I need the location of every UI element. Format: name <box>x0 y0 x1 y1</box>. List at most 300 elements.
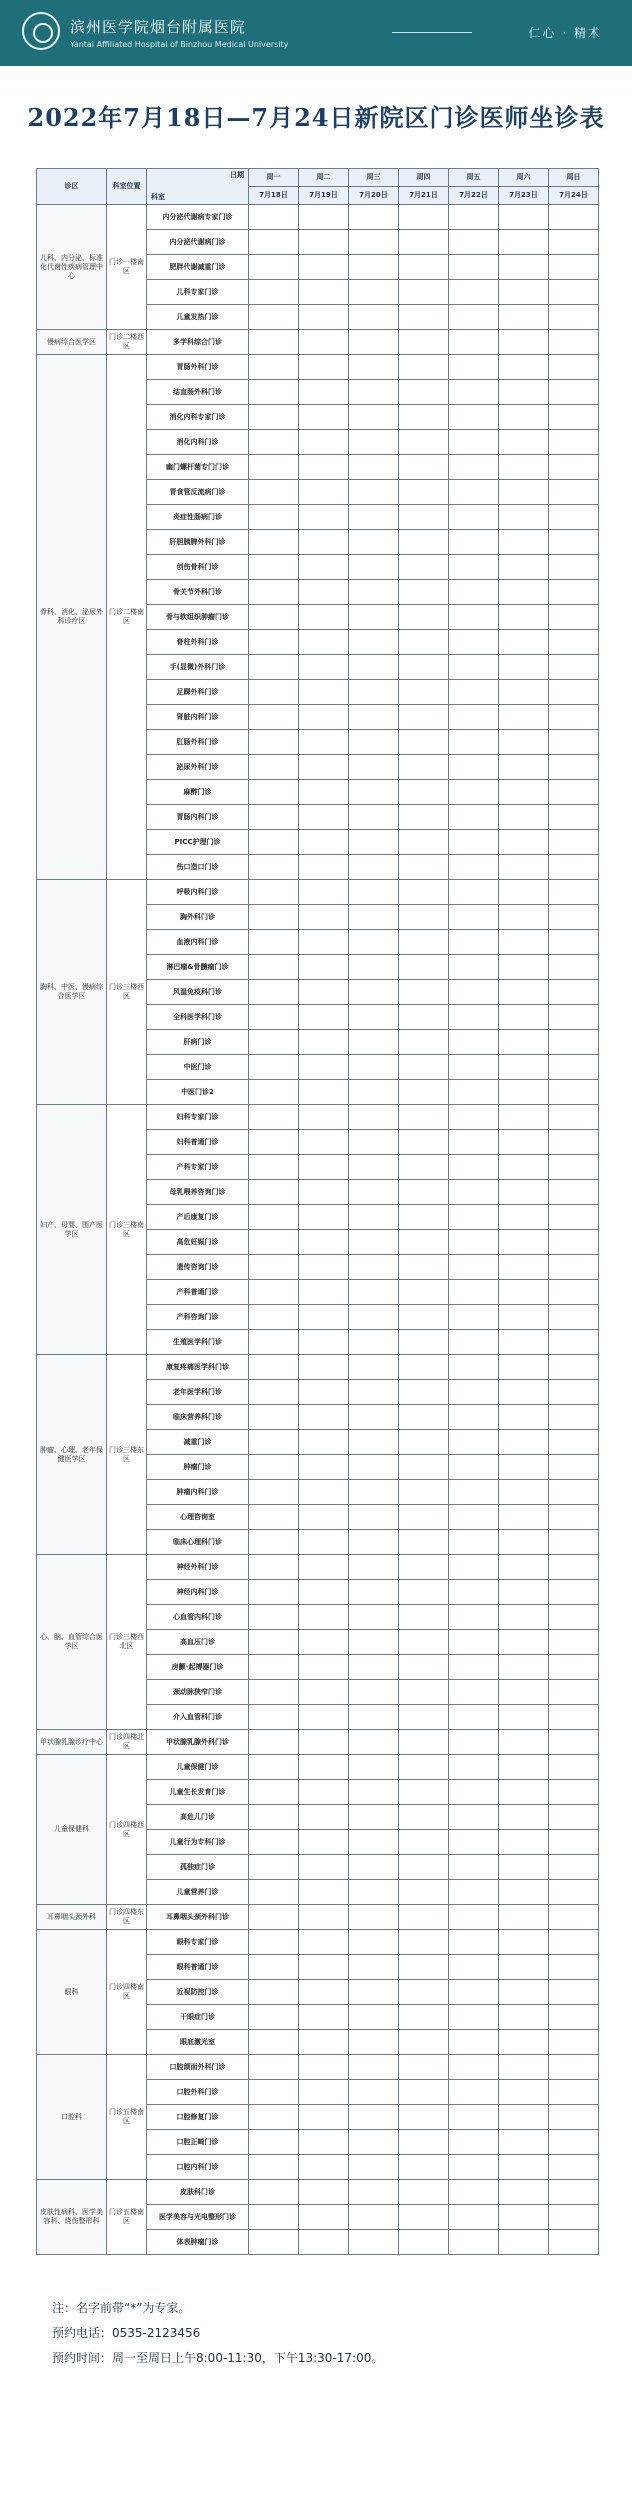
doctor-cell <box>499 605 549 630</box>
clinic-name-cell: 消化内科门诊 <box>147 430 249 455</box>
doctor-cell <box>399 1030 449 1055</box>
doctor-cell <box>299 1580 349 1605</box>
doctor-cell <box>449 780 499 805</box>
doctor-cell <box>499 705 549 730</box>
clinic-name-cell: 肝胆胰脾外科门诊 <box>147 530 249 555</box>
clinic-name-cell: 眼底激光室 <box>147 2030 249 2055</box>
doctor-cell <box>249 1530 299 1555</box>
doctor-cell <box>549 1605 599 1630</box>
clinic-name-cell: 神经内科门诊 <box>147 1580 249 1605</box>
doctor-cell <box>449 930 499 955</box>
clinic-name-cell: 内分泌代谢病门诊 <box>147 230 249 255</box>
doctor-cell <box>349 1580 399 1605</box>
doctor-cell <box>249 1305 299 1330</box>
doctor-cell <box>349 1155 399 1180</box>
clinic-name-cell: 产科咨询门诊 <box>147 1305 249 1330</box>
doctor-cell <box>549 805 599 830</box>
doctor-cell <box>549 455 599 480</box>
date-header: 7月21日 <box>399 187 449 205</box>
doctor-cell <box>549 1205 599 1230</box>
doctor-cell <box>499 1430 549 1455</box>
doctor-cell <box>549 280 599 305</box>
doctor-cell <box>249 205 299 230</box>
department-cell: 儿童保健科 <box>37 1755 107 1905</box>
doctor-cell <box>249 1855 299 1880</box>
clinic-name-cell: 脊柱外科门诊 <box>147 630 249 655</box>
clinic-name-cell: 母乳喂养咨询门诊 <box>147 1180 249 1205</box>
department-cell: 口腔科 <box>37 2055 107 2180</box>
department-cell: 慢病综合医学区 <box>37 330 107 355</box>
weekday-header: 周三 <box>349 169 399 187</box>
doctor-cell <box>549 1730 599 1755</box>
doctor-cell <box>449 305 499 330</box>
clinic-name-cell: 肾脏内科门诊 <box>147 705 249 730</box>
doctor-cell <box>299 1755 349 1780</box>
doctor-cell <box>399 430 449 455</box>
doctor-cell <box>249 1030 299 1055</box>
doctor-cell <box>399 530 449 555</box>
doctor-cell <box>449 330 499 355</box>
doctor-cell <box>249 1930 299 1955</box>
doctor-cell <box>299 680 349 705</box>
doctor-cell <box>549 605 599 630</box>
doctor-cell <box>299 855 349 880</box>
doctor-cell <box>299 305 349 330</box>
doctor-cell <box>399 1680 449 1705</box>
note-hours: 预约时间：周一至周日上午8:00-11:30，下午13:30-17:00。 <box>52 2351 384 2365</box>
doctor-cell <box>249 1430 299 1455</box>
footer-notes <box>52 2296 383 2371</box>
doctor-cell <box>449 1380 499 1405</box>
doctor-cell <box>249 1255 299 1280</box>
doctor-cell <box>399 1755 449 1780</box>
doctor-cell <box>399 1580 449 1605</box>
doctor-cell <box>249 1905 299 1930</box>
doctor-cell <box>299 430 349 455</box>
doctor-cell <box>299 380 349 405</box>
doctor-cell <box>549 1355 599 1380</box>
doctor-cell <box>499 1580 549 1605</box>
weekday-header: 周二 <box>299 169 349 187</box>
doctor-cell <box>399 1205 449 1230</box>
doctor-cell <box>249 1455 299 1480</box>
clinic-name-cell: 眼科普通门诊 <box>147 1955 249 1980</box>
doctor-cell <box>449 1080 499 1105</box>
doctor-cell <box>449 2155 499 2180</box>
doctor-cell <box>449 2030 499 2055</box>
doctor-cell <box>499 355 549 380</box>
doctor-cell <box>499 855 549 880</box>
clinic-name-cell: 风湿免疫科门诊 <box>147 980 249 1005</box>
doctor-cell <box>449 855 499 880</box>
doctor-cell <box>299 1105 349 1130</box>
doctor-cell <box>249 755 299 780</box>
clinic-name-cell: 近视防控门诊 <box>147 1980 249 2005</box>
doctor-cell <box>549 305 599 330</box>
doctor-cell <box>299 905 349 930</box>
doctor-cell <box>549 2230 599 2255</box>
doctor-cell <box>449 530 499 555</box>
doctor-cell <box>249 1155 299 1180</box>
doctor-cell <box>549 1430 599 1455</box>
room-cell: 门诊五楼南区 <box>107 2180 147 2255</box>
doctor-cell <box>349 980 399 1005</box>
doctor-cell <box>349 905 399 930</box>
doctor-cell <box>299 1555 349 1580</box>
doctor-cell <box>399 1355 449 1380</box>
doctor-cell <box>249 1980 299 2005</box>
doctor-cell <box>349 1430 399 1455</box>
doctor-cell <box>299 930 349 955</box>
doctor-cell <box>299 2030 349 2055</box>
doctor-cell <box>499 680 549 705</box>
doctor-cell <box>249 380 299 405</box>
doctor-cell <box>399 2080 449 2105</box>
clinic-name-cell: 医学美容与光电整形门诊 <box>147 2205 249 2230</box>
doctor-cell <box>349 680 399 705</box>
doctor-cell <box>399 1905 449 1930</box>
page-title: 2022年7月18日—7月24日新院区门诊医师坐诊表 <box>27 103 605 132</box>
doctor-cell <box>549 1230 599 1255</box>
clinic-name-cell: 高危儿门诊 <box>147 1805 249 1830</box>
doctor-cell <box>399 1955 449 1980</box>
doctor-cell <box>549 405 599 430</box>
clinic-name-cell: 儿童行为专科门诊 <box>147 1830 249 1855</box>
doctor-cell <box>249 2230 299 2255</box>
doctor-cell <box>249 955 299 980</box>
doctor-cell <box>299 1405 349 1430</box>
doctor-cell <box>499 1705 549 1730</box>
doctor-cell <box>549 1480 599 1505</box>
doctor-cell <box>399 230 449 255</box>
doctor-cell <box>449 1255 499 1280</box>
doctor-cell <box>449 1530 499 1555</box>
doctor-cell <box>299 1155 349 1180</box>
clinic-name-cell: 高危妊娠门诊 <box>147 1230 249 1255</box>
doctor-cell <box>249 455 299 480</box>
doctor-cell <box>399 305 449 330</box>
doctor-cell <box>449 680 499 705</box>
doctor-cell <box>299 1380 349 1405</box>
doctor-cell <box>399 805 449 830</box>
schedule-row <box>37 2055 599 2080</box>
doctor-cell <box>299 1605 349 1630</box>
doctor-cell <box>249 2205 299 2230</box>
clinic-name-cell: 肛肠外科门诊 <box>147 730 249 755</box>
doctor-cell <box>499 2030 549 2055</box>
doctor-cell <box>499 2080 549 2105</box>
doctor-cell <box>299 955 349 980</box>
doctor-cell <box>349 855 399 880</box>
doctor-cell <box>549 1680 599 1705</box>
doctor-cell <box>499 1555 549 1580</box>
doctor-cell <box>499 2105 549 2130</box>
doctor-cell <box>349 1255 399 1280</box>
doctor-cell <box>499 2005 549 2030</box>
doctor-cell <box>349 2030 399 2055</box>
doctor-cell <box>499 1205 549 1230</box>
schedule-row <box>37 1930 599 1955</box>
doctor-cell <box>349 880 399 905</box>
doctor-cell <box>349 1505 399 1530</box>
doctor-cell <box>349 480 399 505</box>
doctor-cell <box>499 655 549 680</box>
clinic-name-cell: 介入血管科门诊 <box>147 1705 249 1730</box>
doctor-cell <box>449 1880 499 1905</box>
doctor-cell <box>299 2155 349 2180</box>
clinic-name-cell: 房颤·起搏器门诊 <box>147 1655 249 1680</box>
doctor-cell <box>299 1780 349 1805</box>
doctor-cell <box>499 1980 549 2005</box>
doctor-cell <box>449 1230 499 1255</box>
doctor-cell <box>349 1905 399 1930</box>
clinic-name-cell: 内分泌代谢病专家门诊 <box>147 205 249 230</box>
doctor-cell <box>249 2155 299 2180</box>
doctor-cell <box>249 730 299 755</box>
doctor-cell <box>299 330 349 355</box>
clinic-name-cell: 幽门螺杆菌专门门诊 <box>147 455 249 480</box>
doctor-cell <box>449 1980 499 2005</box>
doctor-cell <box>449 1580 499 1605</box>
clinic-name-cell: 老年医学科门诊 <box>147 1380 249 1405</box>
doctor-cell <box>399 1930 449 1955</box>
doctor-cell <box>349 455 399 480</box>
doctor-cell <box>349 1630 399 1655</box>
room-cell: 门诊四楼北区 <box>107 1730 147 1755</box>
doctor-cell <box>499 1105 549 1130</box>
doctor-cell <box>249 605 299 630</box>
doctor-cell <box>499 1155 549 1180</box>
doctor-cell <box>349 630 399 655</box>
doctor-cell <box>299 2205 349 2230</box>
doctor-cell <box>499 2205 549 2230</box>
doctor-cell <box>299 1730 349 1755</box>
doctor-cell <box>349 955 399 980</box>
doctor-cell <box>249 1130 299 1155</box>
doctor-cell <box>549 1155 599 1180</box>
doctor-cell <box>349 1480 399 1505</box>
date-header: 7月23日 <box>499 187 549 205</box>
doctor-cell <box>449 1630 499 1655</box>
clinic-name-cell: 耳鼻咽头颈外科门诊 <box>147 1905 249 1930</box>
schedule-row <box>37 1730 599 1755</box>
doctor-cell <box>449 1030 499 1055</box>
doctor-cell <box>499 230 549 255</box>
clinic-name-cell: 肥胖代谢减重门诊 <box>147 255 249 280</box>
doctor-cell <box>299 980 349 1005</box>
doctor-cell <box>549 1655 599 1680</box>
doctor-cell <box>499 480 549 505</box>
doctor-cell <box>399 1780 449 1805</box>
doctor-cell <box>349 1180 399 1205</box>
doctor-cell <box>549 355 599 380</box>
clinic-name-cell: 心理咨询室 <box>147 1505 249 1530</box>
doctor-cell <box>249 280 299 305</box>
doctor-cell <box>299 530 349 555</box>
doctor-cell <box>549 830 599 855</box>
doctor-cell <box>449 1480 499 1505</box>
doctor-cell <box>399 980 449 1005</box>
doctor-cell <box>349 2230 399 2255</box>
clinic-name-cell: 妇科专家门诊 <box>147 1105 249 1130</box>
doctor-cell <box>449 230 499 255</box>
doctor-cell <box>349 1805 399 1830</box>
doctor-cell <box>549 2005 599 2030</box>
room-cell: 门诊二楼南区 <box>107 355 147 880</box>
doctor-cell <box>399 1055 449 1080</box>
doctor-cell <box>349 2155 399 2180</box>
clinic-name-cell: 肿瘤门诊 <box>147 1455 249 1480</box>
doctor-cell <box>249 1805 299 1830</box>
doctor-cell <box>449 830 499 855</box>
doctor-cell <box>399 605 449 630</box>
clinic-name-cell: 手(显微)外科门诊 <box>147 655 249 680</box>
department-cell: 妇产、母婴、围产医学区 <box>37 1105 107 1355</box>
doctor-cell <box>549 1805 599 1830</box>
clinic-name-cell: 眼科专家门诊 <box>147 1930 249 1955</box>
doctor-cell <box>349 1855 399 1880</box>
hospital-name-cn: 滨州医学院烟台附属医院 <box>70 18 247 36</box>
doctor-cell <box>399 380 449 405</box>
doctor-cell <box>499 1455 549 1480</box>
doctor-cell <box>549 480 599 505</box>
clinic-name-cell: PICC护理门诊 <box>147 830 249 855</box>
clinic-name-cell: 麻醉门诊 <box>147 780 249 805</box>
doctor-cell <box>299 1230 349 1255</box>
clinic-name-cell: 产科专家门诊 <box>147 1155 249 1180</box>
doctor-cell <box>349 355 399 380</box>
weekday-header: 周日 <box>549 169 599 187</box>
clinic-name-cell: 产后康复门诊 <box>147 1205 249 1230</box>
room-cell: 门诊三楼东区 <box>107 1355 147 1555</box>
doctor-cell <box>549 2155 599 2180</box>
doctor-cell <box>249 680 299 705</box>
doctor-cell <box>549 1880 599 1905</box>
doctor-cell <box>499 430 549 455</box>
doctor-cell <box>449 255 499 280</box>
doctor-cell <box>449 1180 499 1205</box>
hospital-name-en: Yantai Affiliated Hospital of Binzhou Medical University <box>70 40 289 49</box>
clinic-name-cell: 结直肠外科门诊 <box>147 380 249 405</box>
doctor-cell <box>349 1780 399 1805</box>
doctor-cell <box>449 580 499 605</box>
doctor-cell <box>549 1555 599 1580</box>
doctor-cell <box>249 1080 299 1105</box>
hospital-logo-icon <box>22 12 60 50</box>
doctor-cell <box>499 880 549 905</box>
doctor-cell <box>399 1430 449 1455</box>
doctor-cell <box>549 1930 599 1955</box>
doctor-cell <box>249 1005 299 1030</box>
doctor-cell <box>349 2080 399 2105</box>
doctor-cell <box>549 780 599 805</box>
doctor-cell <box>299 1430 349 1455</box>
doctor-cell <box>399 1130 449 1155</box>
doctor-cell <box>249 2180 299 2205</box>
doctor-cell <box>249 630 299 655</box>
doctor-cell <box>399 1480 449 1505</box>
doctor-cell <box>299 1655 349 1680</box>
doctor-cell <box>549 655 599 680</box>
clinic-name-cell: 胃食管反流病门诊 <box>147 480 249 505</box>
doctor-cell <box>249 555 299 580</box>
doctor-cell <box>449 605 499 630</box>
doctor-cell <box>249 2080 299 2105</box>
doctor-cell <box>249 1280 299 1305</box>
doctor-cell <box>499 330 549 355</box>
doctor-cell <box>349 1980 399 2005</box>
doctor-cell <box>499 1830 549 1855</box>
doctor-cell <box>449 405 499 430</box>
diag-date-label: 日期 <box>230 171 244 179</box>
doctor-cell <box>449 2130 499 2155</box>
doctor-cell <box>549 1380 599 1405</box>
clinic-name-cell: 妇科普通门诊 <box>147 1130 249 1155</box>
department-cell: 儿科、内分泌、标准化代谢性疾病管理中心 <box>37 205 107 330</box>
doctor-cell <box>299 780 349 805</box>
schedule-row <box>37 205 599 230</box>
doctor-cell <box>249 805 299 830</box>
doctor-cell <box>499 1230 549 1255</box>
doctor-cell <box>499 630 549 655</box>
doctor-cell <box>249 1680 299 1705</box>
clinic-name-cell: 甲状腺乳腺外科门诊 <box>147 1730 249 1755</box>
doctor-cell <box>299 280 349 305</box>
doctor-cell <box>299 655 349 680</box>
doctor-cell <box>399 580 449 605</box>
department-cell: 皮肤性病科、医学美容科、烧伤整形科 <box>37 2180 107 2255</box>
doctor-cell <box>499 580 549 605</box>
header-row-weekdays <box>37 169 599 187</box>
clinic-name-cell: 淋巴瘤&骨髓瘤门诊 <box>147 955 249 980</box>
doctor-cell <box>549 1330 599 1355</box>
doctor-cell <box>399 1980 449 2005</box>
doctor-cell <box>249 530 299 555</box>
clinic-name-cell: 伤口造口门诊 <box>147 855 249 880</box>
doctor-cell <box>549 930 599 955</box>
doctor-cell <box>499 380 549 405</box>
doctor-cell <box>249 1630 299 1655</box>
weekday-header: 周六 <box>499 169 549 187</box>
doctor-cell <box>549 955 599 980</box>
doctor-cell <box>299 1280 349 1305</box>
doctor-cell <box>249 405 299 430</box>
doctor-cell <box>299 755 349 780</box>
date-header: 7月18日 <box>249 187 299 205</box>
schedule-row <box>37 1355 599 1380</box>
doctor-cell <box>399 780 449 805</box>
doctor-cell <box>399 1555 449 1580</box>
note-phone: 预约电话：0535-2123456 <box>52 2326 201 2340</box>
doctor-cell <box>449 1505 499 1530</box>
department-cell: 心、脑、血管综合医学区 <box>37 1555 107 1730</box>
doctor-cell <box>549 1405 599 1430</box>
doctor-cell <box>249 905 299 930</box>
doctor-cell <box>399 655 449 680</box>
doctor-cell <box>449 705 499 730</box>
doctor-cell <box>499 755 549 780</box>
room-cell: 门诊二楼西区 <box>107 330 147 355</box>
doctor-cell <box>349 1305 399 1330</box>
doctor-cell <box>249 230 299 255</box>
doctor-cell <box>249 1555 299 1580</box>
doctor-cell <box>499 1280 549 1305</box>
doctor-cell <box>549 2180 599 2205</box>
doctor-cell <box>249 705 299 730</box>
doctor-cell <box>499 555 549 580</box>
doctor-cell <box>349 2055 399 2080</box>
doctor-cell <box>299 880 349 905</box>
